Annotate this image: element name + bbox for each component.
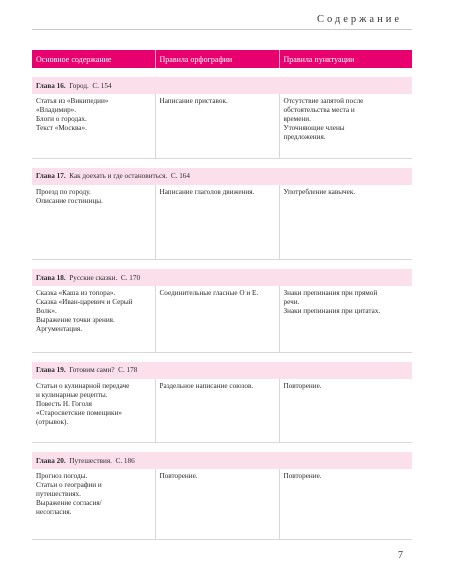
chapter-19-content bbox=[32, 379, 412, 443]
chapter-page: С. 164 bbox=[170, 172, 190, 180]
main-content-cell: Статьи о кулинарной передаче и кулинарные рецепты. Повесть Н. Гоголя «Старосветские помещики» (отрывок). bbox=[36, 381, 130, 426]
chapter-16-content bbox=[32, 94, 412, 158]
orthography-cell: Раздельное написание союзов. bbox=[159, 381, 254, 390]
header-punctuation: Правила пунктуации bbox=[279, 50, 412, 68]
contents-table bbox=[32, 50, 412, 540]
chapter-17-content bbox=[32, 185, 412, 260]
chapter-page: С. 170 bbox=[120, 273, 141, 282]
orthography-cell: Написание приставок. bbox=[159, 97, 228, 105]
chapter-label: Глава 19. bbox=[36, 366, 66, 374]
punctuation-cell: Повторение. bbox=[283, 472, 322, 480]
punctuation-cell: Знаки препинания при прямой речи. Знаки препинания при цитатах. bbox=[283, 289, 381, 315]
header-orthography: Правила орфографии bbox=[155, 50, 279, 68]
chapter-label: Глава 18. bbox=[36, 273, 66, 282]
main-content-cell: Статья из «Википедии» «Владимир». Блоги о городах. Текст «Москва». bbox=[36, 97, 109, 132]
main-content-cell: Сказка «Каша из топора». Сказка «Иван-царевич и Серый Волк». Выражение точки зрения. Аргументация. bbox=[36, 289, 133, 333]
punctuation-cell: Употребление кавычек. bbox=[283, 187, 356, 196]
chapter-18-heading bbox=[32, 269, 412, 286]
chapter-title: Русские сказки. bbox=[69, 273, 118, 282]
chapter-title: Готовим сами? bbox=[69, 366, 115, 374]
chapter-17-heading bbox=[32, 168, 412, 185]
header-main-content: Основное содержание bbox=[32, 50, 155, 68]
chapter-16-heading bbox=[32, 77, 412, 94]
orthography-cell: Соединительные гласные О и Е. bbox=[159, 289, 259, 297]
punctuation-cell: Повторение. bbox=[283, 381, 322, 390]
chapter-label: Глава 20. bbox=[36, 456, 66, 465]
header-row bbox=[32, 50, 412, 68]
chapter-title: Город. bbox=[69, 81, 89, 90]
chapter-page: С. 178 bbox=[118, 366, 138, 374]
chapter-title: Как доехать и где остановиться. bbox=[69, 172, 168, 180]
main-content-cell: Прогноз погоды. Статьи о географии и путешествиях. Выражение согласия/ несогласия. bbox=[36, 472, 102, 516]
orthography-cell: Написание глаголов движения. bbox=[159, 187, 255, 196]
chapter-title: Путешествия. bbox=[69, 456, 112, 465]
chapter-19-heading bbox=[32, 362, 412, 379]
chapter-18-content bbox=[32, 286, 412, 352]
chapter-page: С. 154 bbox=[92, 81, 112, 90]
orthography-cell: Повторение. bbox=[159, 472, 198, 480]
chapter-20-content bbox=[32, 469, 412, 539]
chapter-label: Глава 16. bbox=[36, 81, 66, 90]
main-content-cell: Проезд по городу. Описание гостиницы. bbox=[36, 187, 103, 205]
chapter-page: С. 186 bbox=[115, 456, 135, 465]
punctuation-cell: Отсутствие запятой после обстоятельства места и времени. Уточняющие члены предложения. bbox=[283, 97, 364, 141]
chapter-20-heading bbox=[32, 452, 412, 469]
chapter-label: Глава 17. bbox=[36, 172, 66, 180]
running-head: Содержание bbox=[316, 14, 402, 25]
header-rule bbox=[32, 29, 412, 30]
page-number: 7 bbox=[398, 550, 403, 561]
